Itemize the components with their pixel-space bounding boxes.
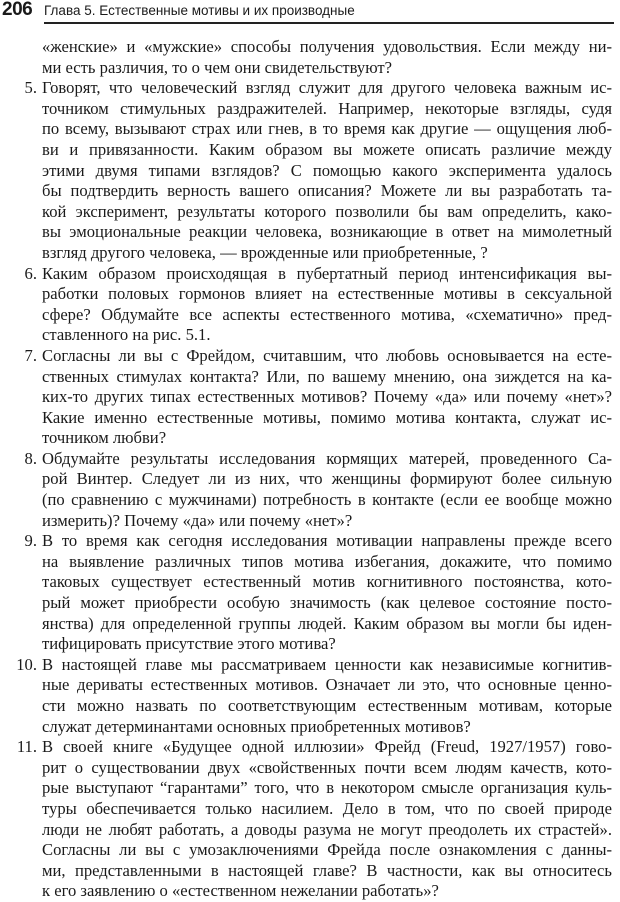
question-item (0, 531, 620, 655)
item-number: 7. (24, 345, 37, 365)
running-title: Глава 5. Естественные мотивы и их производные (44, 3, 355, 18)
text-line: Обдумайте результаты исследования кормящих матерей, проведенного Са- (42, 448, 612, 468)
item-number: 5. (24, 78, 37, 98)
text-line: Говорят, что человеческий взгляд служит для другого человека важным ис- (42, 78, 612, 98)
text-line: вы эмоциональные реакции человека, возникающие в ответ на мимолетный (42, 222, 612, 242)
header-rule (44, 22, 614, 24)
text-line: сфере? Обдумайте все аспекты естественного мотива, «схематично» пред- (42, 304, 612, 324)
text-line: рые выступают “гарантами” того, что в некотором смысле организация куль- (42, 778, 612, 798)
text-line: ких-то других типах естественных мотивов? Почему «да» или почему «нет»? (42, 387, 612, 407)
question-item (0, 737, 620, 902)
text-line: сти можно назвать по соответствующим естественным мотивам, которые (42, 696, 612, 715)
text-line: ви и привязанности. Каким образом вы можете описать различие между (42, 139, 612, 159)
item-number: 11. (16, 737, 37, 757)
text-line: Каким образом происходящая в пубертатный период интенсификация вы- (42, 263, 612, 283)
item-number: 8. (24, 448, 37, 468)
text-line: тифицировать присутствие этого мотива? (42, 634, 336, 654)
text-line: ные дериваты естественных мотивов. Означает ли это, что основные ценно- (42, 675, 612, 695)
text-line: Какие именно естественные мотивы, помимо мотива контакта, служат ис- (42, 407, 612, 427)
continued-paragraph (0, 37, 620, 78)
text-line: янства) для определенной группы людей. Каким образом вы могли бы иден- (42, 613, 612, 633)
text-line: к его заявлению о «естественном нежелании работать»? (42, 881, 439, 901)
text-line: рый может приобрести особую значимость (как целевое состояние посто- (42, 593, 612, 613)
text-line: (по сравнению с мужчинами) потребность в контакте (если ее вообще можно (42, 490, 612, 510)
text-line: взгляд другого человека, — врожденные или приобретенные, ? (42, 242, 488, 262)
text-line: В то время как сегодня исследования мотивации направлены прежде всего (42, 531, 612, 551)
page-header (0, 0, 620, 26)
text-line: ми, представленными в настоящей главе? В частности, как вы относитесь (42, 860, 612, 880)
text-line: кой эксперимент, результаты которого позволили бы вам определить, како- (42, 201, 612, 221)
text-line: В настоящей главе мы рассматриваем ценности как независимые когнитив- (42, 654, 612, 674)
text-line: люди не любят работать, а доводы разума не могут преодолеть их страстей». (42, 819, 612, 839)
question-item (0, 264, 620, 346)
text-line: по всему, вызывают страх или гнев, в то время как другие — ощущения люб- (42, 119, 612, 139)
text-line: рит о существовании двух «свойственных почти всем людям качеств, кото- (42, 757, 612, 777)
text-line: точником стимульных раздражителей. Например, некоторые взгляды, судя (42, 98, 612, 118)
page-body (0, 37, 620, 902)
text-line: туры обеспечивается только насилием. Дело в том, что по своей природе (42, 798, 612, 818)
question-item (0, 346, 620, 449)
question-item (0, 655, 620, 737)
text-line: этими двумя типами взглядов? С помощью какого эксперимента удалось (42, 160, 612, 180)
text-line: Согласны ли вы с умозаключениями Фрейда после ознакомления с данны- (42, 840, 612, 860)
text-line: ми есть различия, то о чем они свидетельствуют? (42, 57, 392, 77)
question-item (0, 449, 620, 531)
text-line: ственных стимулах контакта? Или, по вашему мнению, она зиждется на ка- (42, 366, 612, 386)
text-line: рой Винтер. Следует ли из них, что женщины формируют более сильную (42, 469, 612, 489)
text-line: измерить)? Почему «да» или почему «нет»? (42, 510, 353, 530)
page-number: 206 (2, 0, 33, 20)
item-number: 10. (16, 654, 37, 674)
text-line: точником любви? (42, 428, 167, 448)
text-line: Согласны ли вы с Фрейдом, считавшим, что любовь основывается на есте- (42, 345, 612, 365)
item-number: 6. (24, 263, 37, 283)
text-line: ставленного на рис. 5.1. (42, 325, 211, 345)
text-line: работки половых гормонов влияет на естественные мотивы в сексуальной (42, 284, 612, 304)
text-line: В своей книге «Будущее одной иллюзии» Фрейд (Freud, 1927/1957) гово- (42, 737, 612, 757)
item-number: 9. (24, 531, 37, 551)
text-line: служат детерминантами основных приобретенных мотивов? (42, 716, 471, 736)
text-line: на выявление различных типов мотива избегания, докажите, что помимо (42, 551, 612, 571)
question-item (0, 78, 620, 263)
text-line: бы подтвердить верность вашего описания? Можете ли вы разработать та- (42, 181, 612, 201)
text-line: таковых существует естественный мотив когнитивного постоянства, кото- (42, 572, 612, 592)
text-line: «женские» и «мужские» способы получения удовольствия. Если между ни- (42, 37, 612, 56)
